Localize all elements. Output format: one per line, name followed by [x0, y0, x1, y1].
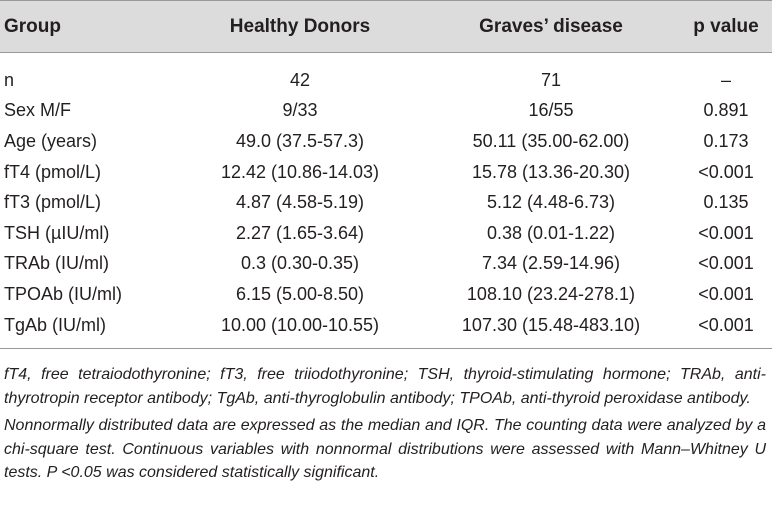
graves-disease-value: 107.30 (15.48-483.10)	[461, 314, 641, 335]
table-footnotes	[0, 349, 772, 485]
p-value: –	[720, 69, 731, 90]
p-value: <0.001	[698, 283, 754, 304]
header-healthy-donors: Healthy Donors	[229, 15, 371, 37]
p-value: <0.001	[698, 161, 754, 182]
row-label: fT3 (pmol/L)	[4, 192, 102, 213]
p-value: <0.001	[698, 253, 754, 274]
row-label: TgAb (IU/ml)	[4, 314, 107, 335]
table-row	[0, 279, 772, 310]
healthy-donors-value: 12.42 (10.86-14.03)	[220, 161, 380, 182]
table-row	[0, 187, 772, 218]
table-row	[0, 310, 772, 341]
row-label: fT4 (pmol/L)	[4, 161, 102, 182]
p-value: 0.173	[703, 130, 749, 151]
healthy-donors-value: 0.3 (0.30-0.35)	[240, 253, 360, 274]
row-label: n	[4, 69, 15, 90]
p-value: <0.001	[698, 222, 754, 243]
healthy-donors-value: 49.0 (37.5-57.3)	[235, 130, 365, 151]
table-row	[0, 157, 772, 188]
graves-disease-value: 5.12 (4.48-6.73)	[486, 192, 616, 213]
graves-disease-value: 50.11 (35.00-62.00)	[472, 130, 630, 151]
graves-disease-value: 71	[540, 69, 562, 90]
row-label: TRAb (IU/ml)	[4, 253, 109, 274]
healthy-donors-value: 2.27 (1.65-3.64)	[235, 222, 365, 243]
healthy-donors-value: 42	[289, 69, 311, 90]
graves-disease-value: 15.78 (13.36-20.30)	[471, 161, 631, 182]
header-p-value: p value	[693, 15, 759, 37]
row-label: Age (years)	[4, 130, 98, 151]
healthy-donors-value: 10.00 (10.00-10.55)	[220, 314, 380, 335]
graves-disease-value: 16/55	[528, 100, 574, 121]
graves-disease-value: 108.10 (23.24-278.1)	[466, 283, 636, 304]
p-value: 0.891	[703, 100, 749, 121]
table-body	[0, 53, 772, 349]
table-row	[0, 65, 772, 96]
graves-disease-value: 7.34 (2.59-14.96)	[481, 253, 621, 274]
header-group: Group	[4, 15, 61, 37]
table-row	[0, 126, 772, 157]
healthy-donors-value: 9/33	[282, 100, 318, 121]
table-header	[0, 0, 772, 53]
methods-note: Nonnormally distributed data are expressed as the median and IQR. The counting data were analyzed by a chi-square test. Continuous variables with nonnormal distributions were assessed with Mann–Whitney U tests. P <0.05 was considered statistically significant.	[4, 417, 766, 482]
table-row	[0, 218, 772, 249]
table-row	[0, 249, 772, 280]
p-value: <0.001	[698, 314, 754, 335]
row-label: TPOAb (IU/ml)	[4, 283, 123, 304]
healthy-donors-value: 4.87 (4.58-5.19)	[235, 192, 365, 213]
healthy-donors-value: 6.15 (5.00-8.50)	[235, 283, 365, 304]
header-graves-disease: Graves’ disease	[479, 15, 623, 37]
graves-disease-value: 0.38 (0.01-1.22)	[486, 222, 616, 243]
row-label: Sex M/F	[4, 100, 72, 121]
table-row	[0, 96, 772, 127]
abbreviations-note: fT4, free tetraiodothyronine; fT3, free triiodothyronine; TSH, thyroid-stimulating hormone; TRAb, anti-thyrotropin receptor antibody; TgAb, anti-thyroglobulin antibody; TPOAb, anti-thyroid peroxidase antibody.	[4, 366, 766, 407]
row-label: TSH (µIU/ml)	[4, 222, 110, 243]
p-value: 0.135	[703, 192, 749, 213]
